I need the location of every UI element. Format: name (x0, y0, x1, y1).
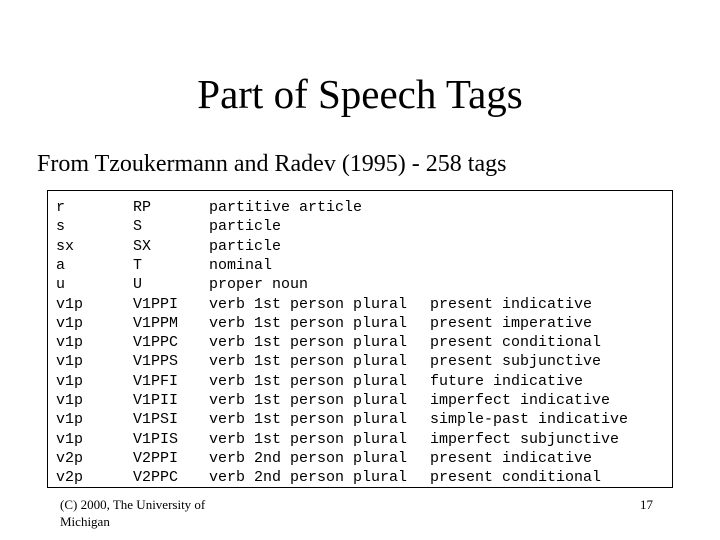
tag-abbrev: v1p (56, 353, 84, 371)
tag-detail: future indicative (430, 372, 584, 390)
tag-abbrev: a (56, 256, 66, 274)
tag-detail: present conditional (430, 469, 602, 487)
tag-code: S (133, 218, 143, 236)
tag-code: V1PPM (133, 314, 179, 332)
tag-code: SX (133, 237, 152, 255)
tag-description: verb 1st person plural (209, 372, 408, 390)
tag-description: verb 1st person plural (209, 411, 408, 429)
tag-description: verb 2nd person plural (209, 469, 408, 487)
tag-code: V1PII (133, 392, 179, 409)
tag-detail: imperfect subjunctive (430, 430, 620, 448)
tag-detail: present subjunctive (430, 353, 602, 371)
tag-abbrev: v1p (56, 314, 84, 332)
tag-description: particle (209, 218, 282, 236)
tag-code: T (133, 256, 143, 274)
tag-description: verb 2nd person plural (209, 449, 408, 467)
tag-description: verb 1st person plural (209, 392, 408, 409)
tag-detail: present indicative (430, 295, 593, 313)
tag-description: nominal (209, 256, 273, 274)
tag-description: particle (209, 237, 282, 255)
slide-subtitle: From Tzoukermann and Radev (1995) - 258 tags (37, 151, 507, 177)
tag-description: verb 1st person plural (209, 353, 408, 371)
tag-code: V2PPC (133, 469, 179, 487)
tag-code: V1PPS (133, 353, 179, 371)
tag-description: verb 1st person plural (209, 334, 408, 352)
tag-detail: present conditional (430, 334, 602, 352)
tag-abbrev: v1p (56, 411, 84, 429)
tag-description: verb 1st person plural (209, 314, 408, 332)
tag-abbrev: sx (56, 237, 75, 255)
slide-title: Part of Speech Tags (197, 71, 523, 117)
tag-abbrev: u (56, 276, 66, 294)
tag-abbrev: v1p (56, 334, 84, 352)
tag-code: V1PIS (133, 430, 179, 448)
tag-detail: present indicative (430, 449, 593, 467)
tag-code: V1PPC (133, 334, 179, 352)
tag-detail: imperfect indicative (430, 392, 611, 409)
tag-code: V1PPI (133, 295, 179, 313)
tag-abbrev: v2p (56, 469, 84, 487)
tag-description: proper noun (209, 276, 309, 294)
tag-abbrev: v1p (56, 392, 84, 409)
tag-abbrev: r (56, 199, 66, 216)
page-number: 17 (640, 497, 653, 512)
copyright-notice: (C) 2000, The University of Michigan (60, 497, 206, 529)
tag-abbrev: v1p (56, 372, 84, 390)
tag-code: V1PFI (133, 372, 179, 390)
tag-code: V1PSI (133, 411, 179, 429)
tag-detail: present imperative (430, 314, 593, 332)
tag-table (47, 190, 673, 488)
tag-code: RP (133, 199, 152, 216)
tag-description: verb 1st person plural (209, 295, 408, 313)
tag-abbrev: s (56, 218, 66, 236)
tag-abbrev: v2p (56, 449, 84, 467)
tag-detail: simple-past indicative (430, 411, 629, 429)
tag-code: V2PPI (133, 449, 179, 467)
tag-abbrev: v1p (56, 430, 84, 448)
tag-code: U (133, 276, 143, 294)
tag-description: partitive article (209, 199, 363, 216)
tag-description: verb 1st person plural (209, 430, 408, 448)
tag-abbrev: v1p (56, 295, 84, 313)
